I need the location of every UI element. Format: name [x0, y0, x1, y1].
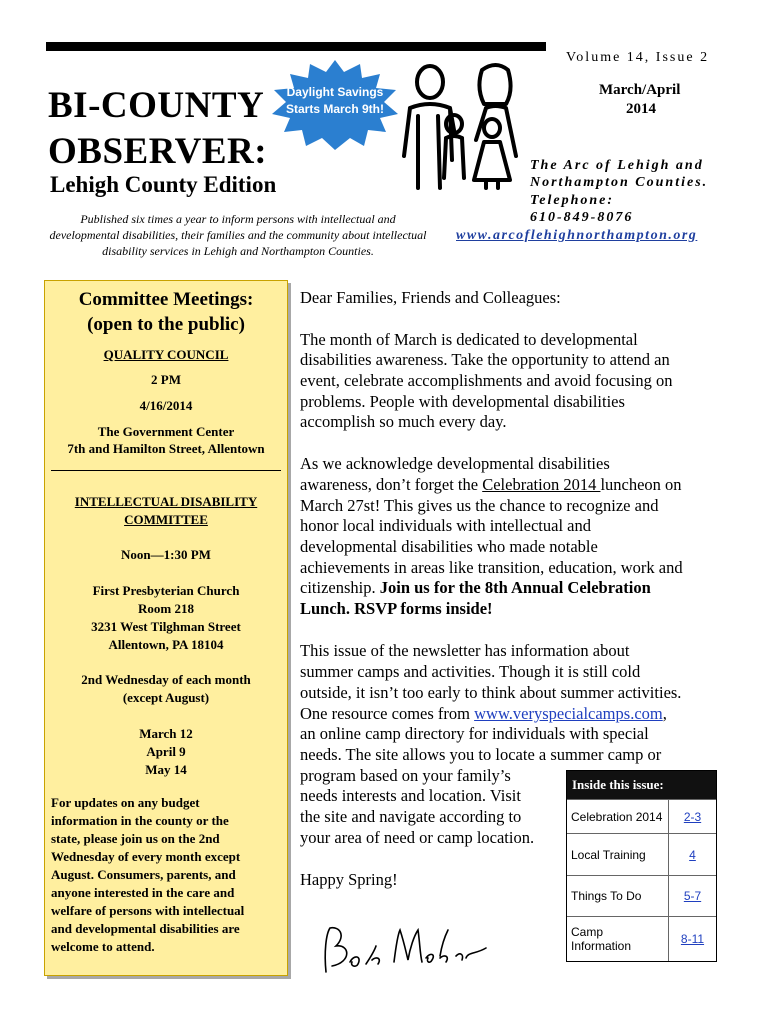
issue-months: March/April — [599, 82, 681, 98]
publisher-line2: Northampton Counties. — [530, 175, 709, 190]
toc-item-name: Things To Do — [567, 876, 669, 916]
idc-place-line: First Presbyterian Church — [92, 583, 240, 598]
letter-line: The month of March is dedicated to developmental — [300, 330, 638, 349]
toc-item-name: Local Training — [567, 834, 669, 875]
publisher-line3: Telephone: — [530, 193, 615, 208]
toc-page-link[interactable]: 8-11 — [680, 932, 705, 946]
letter-line — [300, 578, 651, 599]
letter-greeting: Dear Families, Friends and Colleagues: — [300, 288, 561, 307]
letter-line: program based on your family’s — [300, 766, 511, 785]
letter-line: needs interests and location. Visit — [300, 786, 521, 805]
newsletter-title-line2: OBSERVER: — [48, 131, 268, 172]
budget-text-line: welcome to attend. — [51, 939, 155, 954]
budget-text-line: August. Consumers, parents, and — [51, 867, 236, 882]
letter-line: achievements in areas like transition, education, work and — [300, 558, 683, 577]
issue-year: 2014 — [626, 101, 656, 117]
letter-line: problems. People with developmental disabilities — [300, 392, 625, 411]
quality-council-address: 7th and Hamilton Street, Allentown — [67, 441, 265, 456]
idc-title-line2: COMMITTEE — [124, 512, 208, 527]
toc-page-link[interactable]: 4 — [689, 847, 696, 862]
budget-text-line: state, please join us on the 2nd — [51, 831, 220, 846]
letter-text: citizenship. — [300, 578, 380, 597]
newsletter-title-line1: BI-COUNTY — [48, 85, 265, 126]
toc-row[interactable] — [567, 875, 716, 916]
publisher-phone: 610-849-8076 — [530, 210, 634, 225]
letter-line: the site and navigate according to — [300, 807, 522, 826]
letter-line — [300, 704, 667, 725]
idc-date: March 12 — [139, 726, 193, 741]
committee-meetings-sidebar — [44, 280, 288, 976]
letter-line: This issue of the newsletter has information about — [300, 641, 630, 660]
website-link[interactable]: www.arcoflehighnorthampton.org — [456, 228, 698, 243]
quality-council-date: 4/16/2014 — [139, 398, 193, 413]
budget-text-line: For updates on any budget — [51, 795, 200, 810]
letter-line: your area of need or camp location. — [300, 828, 535, 847]
letter-line: disabilities awareness. Take the opportunity to attend an — [300, 350, 670, 369]
letter-line: accomplish so much every day. — [300, 412, 507, 431]
idc-title-line1: INTELLECTUAL DISABILITY — [74, 494, 258, 509]
published-statement-line3: disability services in Lehigh and Northampton Counties. — [102, 244, 374, 258]
signature-image — [316, 922, 496, 978]
badge-line2: Starts March 9th! — [285, 102, 385, 116]
toc-page-link[interactable]: 5-7 — [683, 889, 702, 903]
budget-text-line: anyone interested in the care and — [51, 885, 235, 900]
quality-council-place: The Government Center — [97, 424, 235, 439]
header-rule — [46, 42, 546, 51]
idc-date: May 14 — [145, 762, 187, 777]
letter-line: honor local individuals with intellectual and — [300, 516, 591, 535]
daylight-savings-starburst — [270, 58, 400, 150]
letter-closing: Happy Spring! — [300, 870, 398, 889]
toc-row[interactable] — [567, 799, 716, 833]
edition-subtitle: Lehigh County Edition — [50, 172, 277, 197]
letter-text: awareness, don’t forget the — [300, 475, 483, 494]
budget-text-line: Wednesday of every month except — [51, 849, 241, 864]
budget-text-line: and developmental disabilities are — [51, 921, 240, 936]
idc-place-line: 3231 West Tilghman Street — [91, 619, 241, 634]
inside-this-issue-box — [566, 770, 717, 962]
toc-item-name: Camp Information — [567, 917, 669, 961]
rsvp-note: Lunch. RSVP forms inside! — [300, 599, 493, 618]
letter-text: One resource comes from — [300, 704, 475, 723]
letter-text: , — [662, 704, 667, 723]
idc-place-line: Room 218 — [138, 601, 194, 616]
letter-line: outside, it isn’t too early to think about summer activities. — [300, 683, 682, 702]
letter-line: an online camp directory for individuals with special — [300, 724, 649, 743]
sidebar-heading: Committee Meetings: — [78, 289, 254, 310]
toc-item-name: Celebration 2014 — [567, 800, 669, 833]
toc-page-link[interactable]: 2-3 — [683, 809, 702, 824]
badge-line1: Daylight Savings — [286, 85, 384, 99]
quality-council-time: 2 PM — [151, 372, 181, 387]
letter-line: needs. The site allows you to locate a summer camp or — [300, 745, 662, 764]
letter-text: luncheon on — [600, 475, 682, 494]
sidebar-subheading: (open to the public) — [87, 314, 245, 335]
sidebar-divider — [51, 470, 281, 471]
toc-row[interactable] — [567, 833, 716, 875]
letter-line: developmental disabilities who made notable — [300, 537, 598, 556]
published-statement-line2: developmental disabilities, their families and the community about intellectual — [49, 228, 427, 242]
quality-council-title: QUALITY COUNCIL — [103, 347, 229, 362]
letter-line: event, celebrate accomplishments and avoid focusing on — [300, 371, 673, 390]
volume-issue: Volume 14, Issue 2 — [566, 50, 710, 65]
family-logo-icon — [396, 60, 528, 190]
idc-place-line: Allentown, PA 18104 — [108, 637, 224, 652]
budget-text-line: information in the county or the — [51, 813, 229, 828]
idc-schedule: 2nd Wednesday of each month — [81, 672, 251, 687]
camps-website-link[interactable]: www.veryspecialcamps.com — [474, 704, 663, 723]
budget-text-line: welfare of persons with intellectual — [51, 903, 245, 918]
letter-line — [300, 475, 682, 496]
letter-line: As we acknowledge developmental disabilities — [300, 454, 610, 473]
letter-line: summer camps and activities. Though it is still cold — [300, 662, 641, 681]
idc-schedule-note: (except August) — [122, 690, 210, 705]
letter-line: March 27st! This gives us the chance to recognize and — [300, 496, 659, 515]
toc-row[interactable] — [567, 916, 716, 961]
publisher-line1: The Arc of Lehigh and — [530, 158, 704, 173]
toc-heading: Inside this issue: — [567, 771, 716, 799]
idc-date: April 9 — [146, 744, 186, 759]
celebration-2014-link[interactable]: Celebration 2014 — [482, 475, 601, 494]
published-statement-line1: Published six times a year to inform persons with intellectual and — [80, 212, 396, 226]
celebration-invite: Join us for the 8th Annual Celebration — [379, 578, 651, 597]
idc-time: Noon—1:30 PM — [121, 547, 211, 562]
